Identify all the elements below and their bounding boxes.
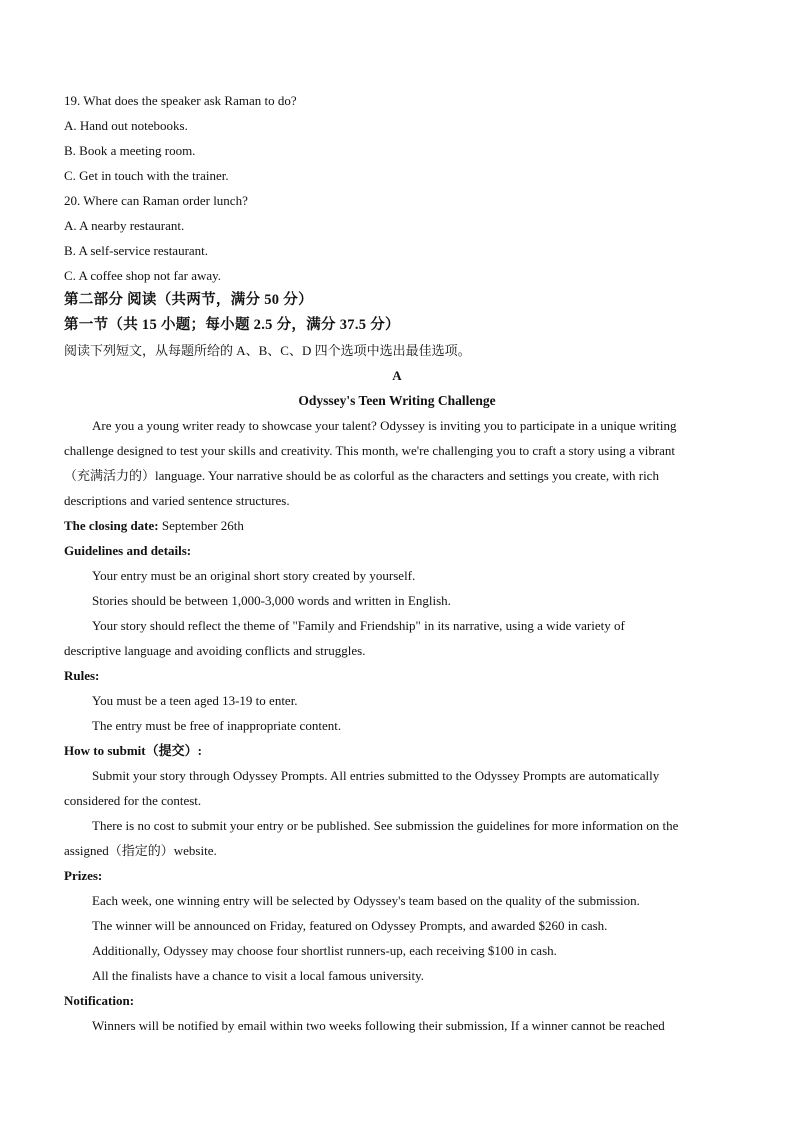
part2-heading: 第二部分 阅读（共两节，满分 50 分） [64, 292, 313, 308]
closing-date-value: September 26th [158, 518, 244, 533]
submit-line: Submit your story through Odyssey Prompts. All entries submitted to the Odyssey Prompts are automatically [92, 768, 660, 783]
q20-option-c: C. A coffee shop not far away. [64, 268, 222, 283]
section1-heading: 第一节（共 15 小题；每小题 2.5 分，满分 37.5 分） [64, 317, 400, 333]
intro-line: challenge designed to test your skills and creativity. This month, we're challenging you to craft a story using a vibrant [64, 443, 676, 458]
reading-instruction: 阅读下列短文，从每题所给的 A、B、C、D 四个选项中选出最佳选项。 [64, 343, 471, 358]
prize-item: Each week, one winning entry will be selected by Odyssey's team based on the quality of the submission. [92, 893, 640, 908]
guideline-item: Your story should reflect the theme of "Family and Friendship" in its narrative, using a wide variety of [92, 618, 625, 633]
intro-line: descriptions and varied sentence structures. [64, 493, 290, 508]
intro-line: Are you a young writer ready to showcase your talent? Odyssey is inviting you to participate in a unique writing [92, 418, 677, 433]
rules-heading: Rules: [64, 668, 100, 683]
intro-line: （充满活力的）language. Your narrative should be as colorful as the characters and settings you create, with rich [64, 468, 659, 483]
guidelines-heading: Guidelines and details: [64, 543, 192, 558]
question-20: 20. Where can Raman order lunch? [64, 193, 248, 208]
submit-heading: How to submit（提交）: [64, 743, 202, 758]
closing-date-label: The closing date: [64, 518, 159, 533]
q20-option-b: B. A self-service restaurant. [64, 243, 209, 258]
q19-option-c: C. Get in touch with the trainer. [64, 168, 229, 183]
exam-page [64, 88, 730, 1038]
notification-heading: Notification: [64, 993, 135, 1008]
guideline-item: Your entry must be an original short story created by yourself. [92, 568, 416, 583]
guideline-item-continued: descriptive language and avoiding conflicts and struggles. [64, 643, 366, 658]
q20-option-a: A. A nearby restaurant. [64, 218, 185, 233]
q19-option-b: B. Book a meeting room. [64, 143, 196, 158]
passage-title: Odyssey's Teen Writing Challenge [298, 393, 496, 408]
prizes-heading: Prizes: [64, 868, 103, 883]
submit-line-continued: considered for the contest. [64, 793, 202, 808]
prize-item: All the finalists have a chance to visit a local famous university. [92, 968, 425, 983]
submit-line: There is no cost to submit your entry or be published. See submission the guidelines for more information on the [92, 818, 679, 833]
q19-option-a: A. Hand out notebooks. [64, 118, 188, 133]
passage-letter: A [392, 368, 402, 383]
submit-line-continued: assigned（指定的）website. [64, 843, 217, 858]
rule-item: You must be a teen aged 13-19 to enter. [92, 693, 298, 708]
notification-line: Winners will be notified by email within two weeks following their submission, If a winner cannot be reached [92, 1018, 665, 1033]
guideline-item: Stories should be between 1,000-3,000 words and written in English. [92, 593, 451, 608]
prize-item: The winner will be announced on Friday, featured on Odyssey Prompts, and awarded $260 in cash. [92, 918, 608, 933]
rule-item: The entry must be free of inappropriate content. [92, 718, 342, 733]
prize-item: Additionally, Odyssey may choose four shortlist runners-up, each receiving $100 in cash. [92, 943, 557, 958]
closing-date [64, 513, 730, 538]
question-19: 19. What does the speaker ask Raman to do? [64, 93, 297, 108]
